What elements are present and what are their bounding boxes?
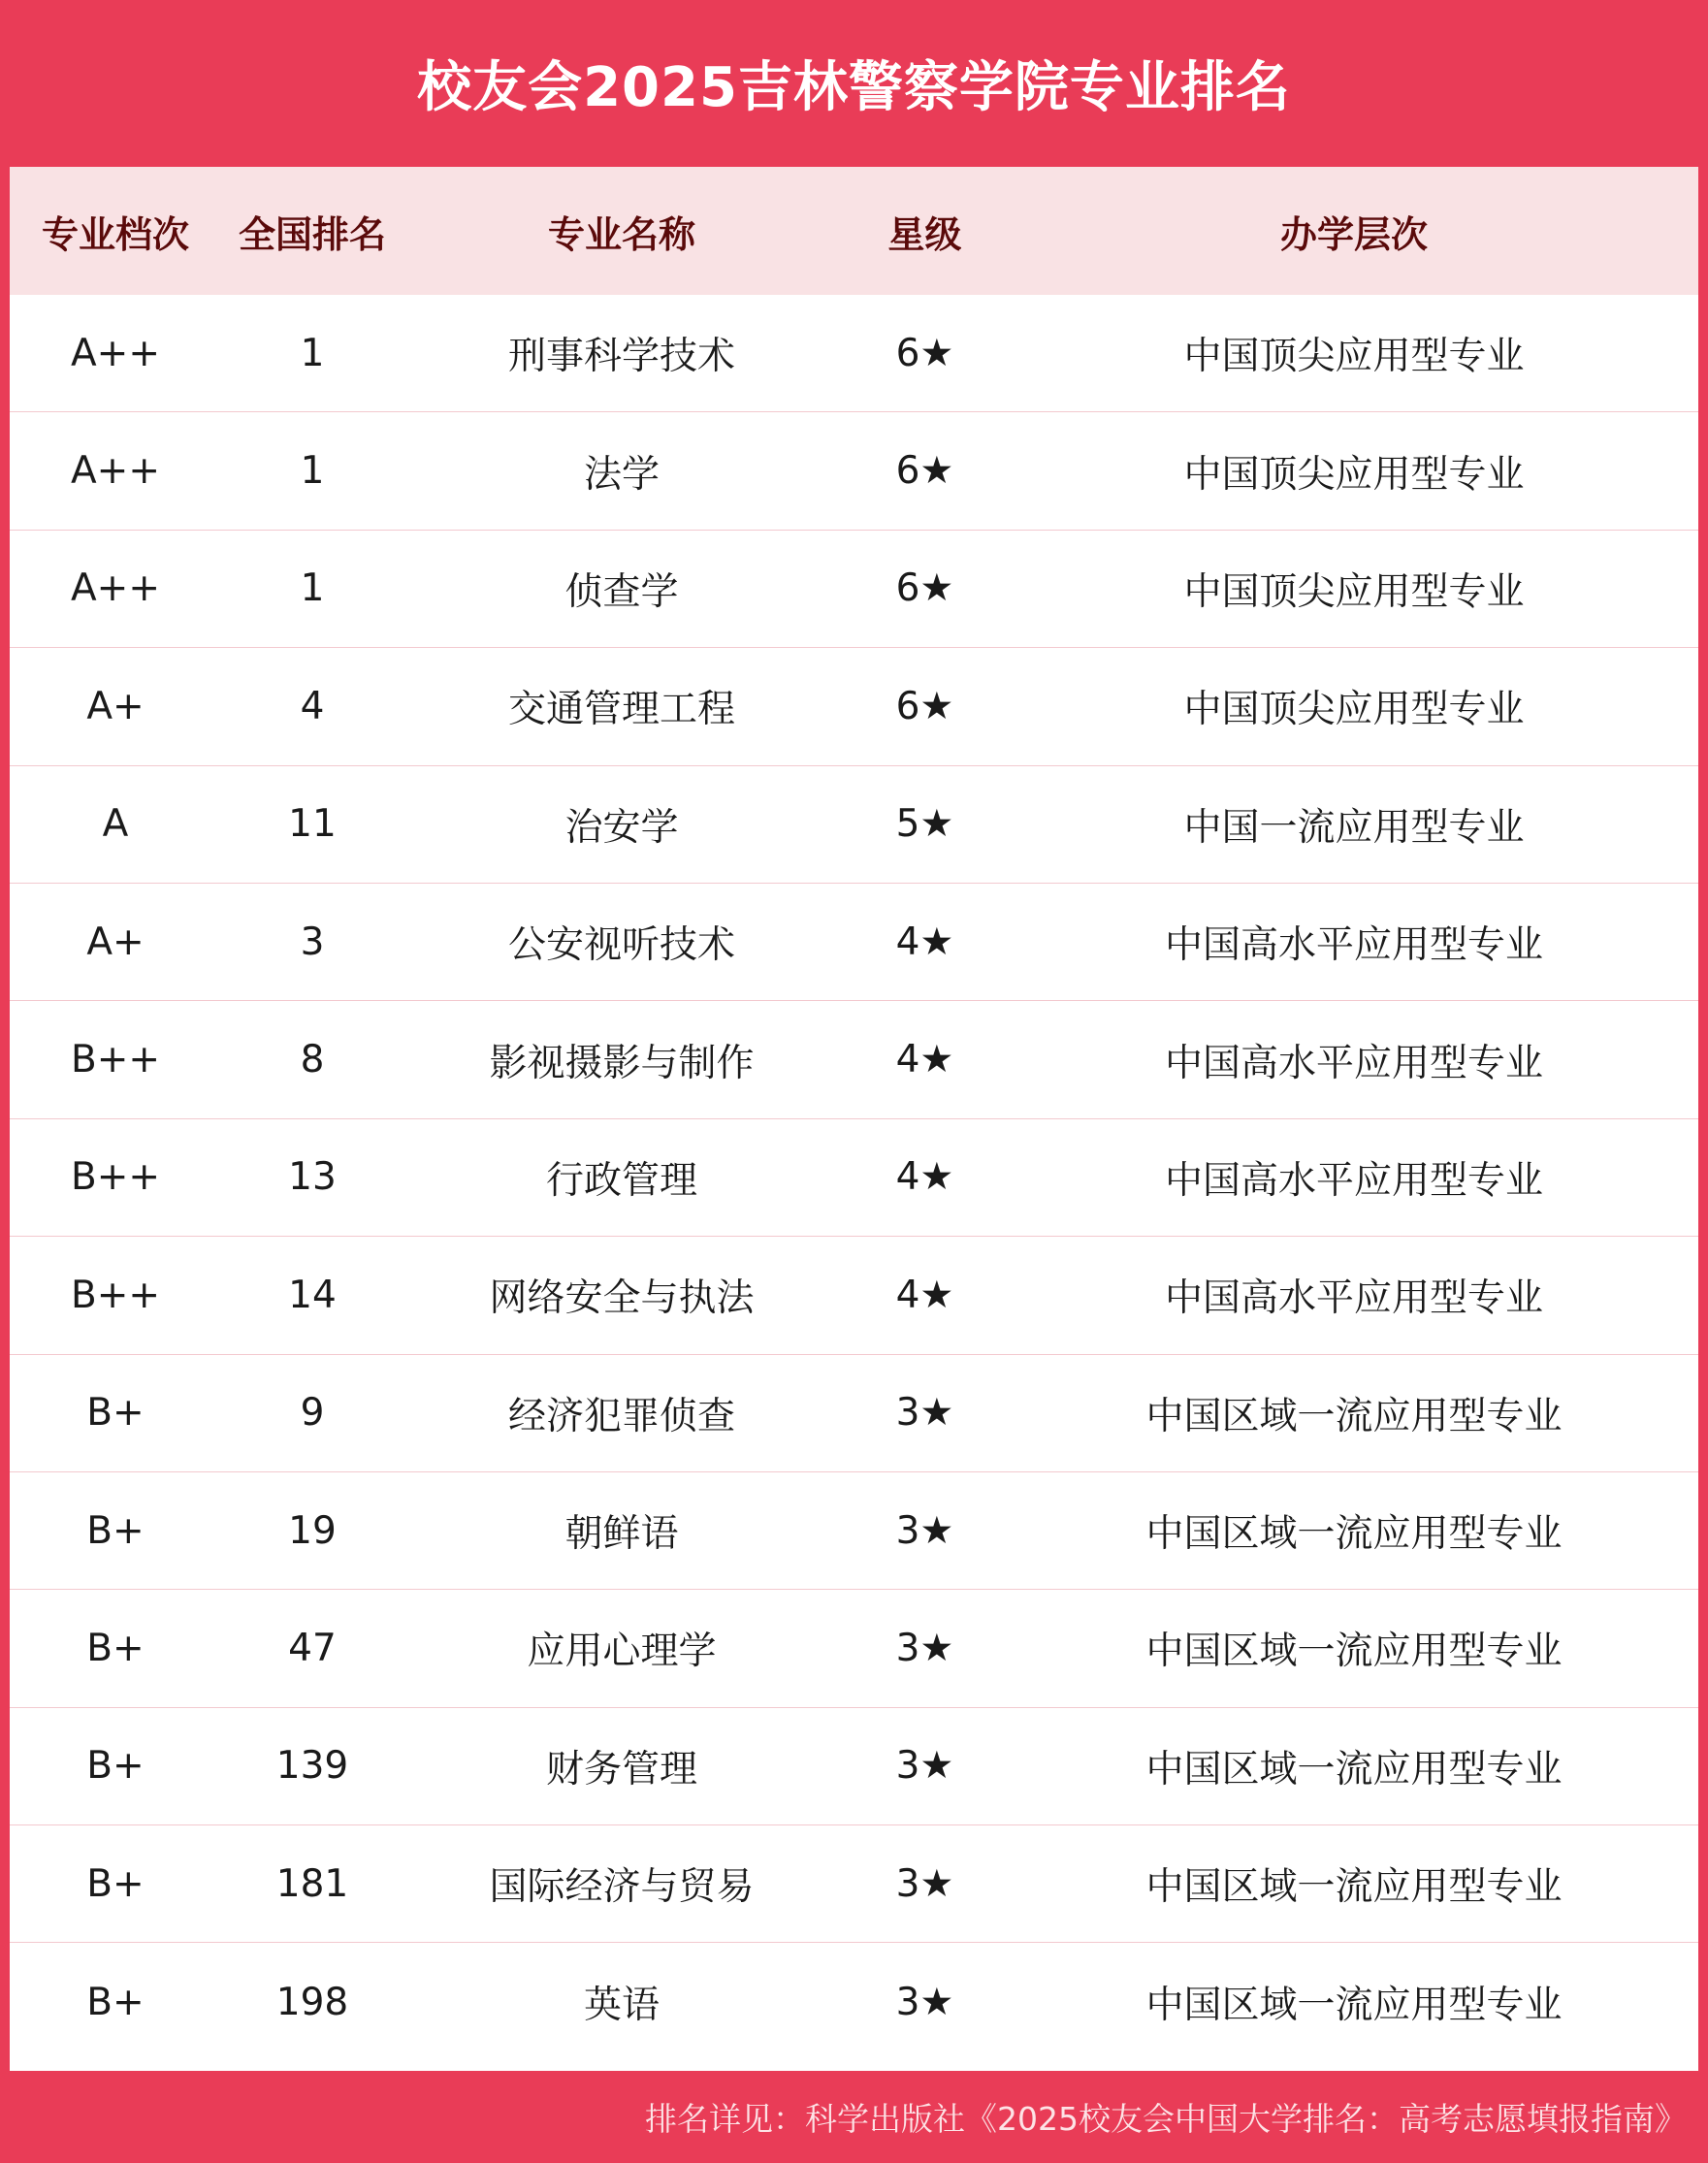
star-rating-cell: 3★	[895, 1391, 954, 1436]
major-name-cell: 公安视听技术	[507, 923, 735, 968]
school-tier-cell: 中国顶尖应用型专业	[1183, 335, 1525, 379]
national-rank-cell: 3	[300, 920, 325, 964]
table-row	[10, 1943, 1698, 2060]
level-cell: B+	[86, 1744, 145, 1789]
table-row	[10, 1001, 1698, 1118]
school-tier-cell: 中国区域一流应用型专业	[1145, 1394, 1563, 1438]
level-cell: B+	[86, 1626, 145, 1670]
school-tier-cell: 中国顶尖应用型专业	[1183, 688, 1525, 732]
school-tier-cell: 中国高水平应用型专业	[1164, 1158, 1543, 1203]
column-header-major-name: 专业名称	[547, 212, 695, 256]
major-name-cell: 影视摄影与制作	[489, 1041, 755, 1085]
major-name-cell: 法学	[583, 452, 660, 497]
school-tier-cell: 中国顶尖应用型专业	[1183, 569, 1525, 614]
table-body	[10, 295, 1698, 2061]
star-rating-cell: 3★	[895, 1508, 954, 1553]
national-rank-cell: 4	[300, 684, 325, 728]
level-cell: A++	[70, 331, 161, 375]
major-name-cell: 国际经济与贸易	[489, 1865, 755, 1910]
national-rank-cell: 11	[288, 802, 337, 847]
star-rating-cell: 4★	[895, 920, 954, 964]
column-header-star-rating: 星级	[887, 212, 962, 256]
national-rank-cell: 13	[288, 1155, 337, 1200]
level-cell: B+	[86, 1861, 145, 1906]
level-cell: A+	[86, 920, 145, 964]
major-name-cell: 治安学	[564, 805, 679, 850]
school-tier-cell: 中国区域一流应用型专业	[1145, 1630, 1563, 1674]
major-name-cell: 交通管理工程	[507, 688, 735, 732]
major-name-cell: 侦查学	[564, 569, 679, 614]
national-rank-cell: 139	[275, 1744, 349, 1789]
star-rating-cell: 5★	[895, 802, 954, 847]
star-rating-cell: 3★	[895, 1744, 954, 1789]
major-name-cell: 行政管理	[545, 1158, 697, 1203]
national-rank-cell: 1	[300, 331, 325, 375]
table-row	[10, 295, 1698, 412]
star-rating-cell: 3★	[895, 1980, 954, 2024]
table-row	[10, 1590, 1698, 1707]
table-row	[10, 412, 1698, 530]
page-title: 校友会2025吉林警察学院专业排名	[417, 56, 1291, 119]
national-rank-cell: 198	[275, 1980, 349, 2024]
school-tier-cell: 中国区域一流应用型专业	[1145, 1747, 1563, 1792]
level-cell: B++	[70, 1038, 161, 1082]
column-header-school-tier: 办学层次	[1279, 212, 1428, 256]
level-cell: A	[102, 802, 129, 847]
table-row	[10, 1119, 1698, 1237]
star-rating-cell: 3★	[895, 1861, 954, 1906]
level-cell: A++	[70, 566, 161, 611]
national-rank-cell: 19	[288, 1508, 337, 1553]
national-rank-cell: 47	[288, 1626, 337, 1670]
school-tier-cell: 中国高水平应用型专业	[1164, 1041, 1543, 1085]
table-row	[10, 531, 1698, 648]
major-name-cell: 应用心理学	[527, 1630, 717, 1674]
table-row	[10, 1708, 1698, 1825]
table-row	[10, 884, 1698, 1001]
school-tier-cell: 中国高水平应用型专业	[1164, 1276, 1543, 1321]
national-rank-cell: 9	[300, 1391, 325, 1436]
level-cell: B+	[86, 1391, 145, 1436]
ranking-table	[10, 167, 1698, 2071]
school-tier-cell: 中国一流应用型专业	[1183, 805, 1525, 850]
star-rating-cell: 6★	[895, 684, 954, 728]
star-rating-cell: 6★	[895, 566, 954, 611]
table-row	[10, 1355, 1698, 1472]
national-rank-cell: 14	[288, 1273, 337, 1317]
column-header-national-rank: 全国排名	[238, 212, 386, 256]
national-rank-cell: 1	[300, 449, 325, 494]
school-tier-cell: 中国区域一流应用型专业	[1145, 1984, 1563, 2028]
table-row	[10, 1825, 1698, 1943]
star-rating-cell: 3★	[895, 1626, 954, 1670]
level-cell: A++	[70, 449, 161, 494]
level-cell: B++	[70, 1155, 161, 1200]
source-footnote: 排名详见：科学出版社《2025校友会中国大学排名：高考志愿填报指南》	[645, 2100, 1687, 2138]
major-name-cell: 朝鲜语	[564, 1512, 679, 1557]
star-rating-cell: 6★	[895, 331, 954, 375]
major-name-cell: 刑事科学技术	[507, 335, 735, 379]
level-cell: A+	[86, 684, 145, 728]
school-tier-cell: 中国区域一流应用型专业	[1145, 1865, 1563, 1910]
major-name-cell: 网络安全与执法	[489, 1276, 755, 1321]
school-tier-cell: 中国顶尖应用型专业	[1183, 452, 1525, 497]
level-cell: B++	[70, 1273, 161, 1317]
table-row	[10, 1472, 1698, 1590]
major-name-cell: 财务管理	[545, 1747, 697, 1792]
national-rank-cell: 181	[275, 1861, 349, 1906]
school-tier-cell: 中国高水平应用型专业	[1164, 923, 1543, 968]
major-name-cell: 英语	[583, 1984, 660, 2028]
school-tier-cell: 中国区域一流应用型专业	[1145, 1512, 1563, 1557]
table-row	[10, 766, 1698, 884]
column-header-level: 专业档次	[41, 212, 189, 256]
major-name-cell: 经济犯罪侦查	[507, 1394, 735, 1438]
star-rating-cell: 6★	[895, 449, 954, 494]
national-rank-cell: 1	[300, 566, 325, 611]
national-rank-cell: 8	[300, 1038, 325, 1082]
table-header	[10, 167, 1698, 295]
table-row	[10, 1237, 1698, 1354]
star-rating-cell: 4★	[895, 1273, 954, 1317]
level-cell: B+	[86, 1508, 145, 1553]
level-cell: B+	[86, 1980, 145, 2024]
star-rating-cell: 4★	[895, 1155, 954, 1200]
star-rating-cell: 4★	[895, 1038, 954, 1082]
table-row	[10, 648, 1698, 765]
